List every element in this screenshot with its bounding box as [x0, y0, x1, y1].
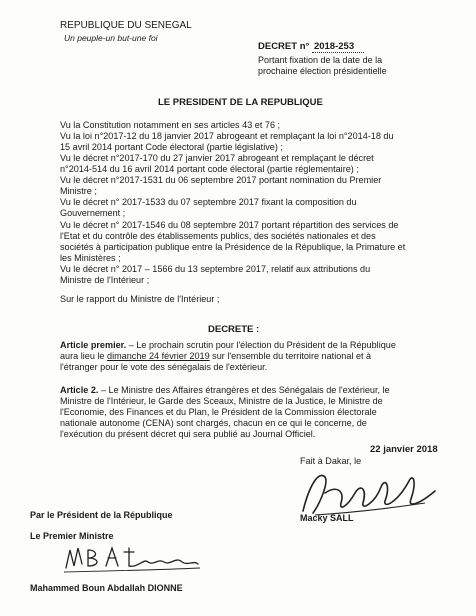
- prime-minister-title: Le Premier Ministre: [30, 531, 114, 541]
- visa-line: n°2014-514 du 16 avril 2014 portant code électoral (partie réglementaire) ;: [60, 164, 359, 174]
- visa-line: Vu la Constitution notamment en ses articles 43 et 76 ;: [60, 120, 281, 130]
- decree-number: [258, 41, 364, 52]
- decrete-heading: DECRETE :: [208, 324, 260, 335]
- visa-line: Vu le décret n° 2017 – 1566 du 13 septembre 2017, relatif aux attributions du: [60, 264, 371, 274]
- article-2-line: l'exécution du présent décret qui sera publié au Journal Officiel.: [60, 429, 316, 439]
- article-1-line-3: l'étranger pour le vote des sénégalais de l'extérieur.: [60, 362, 268, 372]
- report-line: Sur le rapport du Ministre de l'Intérieur ;: [60, 294, 220, 304]
- article-2-line: nationale autonome (CENA) sont chargés, chacun en ce qui le concerne, de: [60, 418, 367, 428]
- national-motto: Un peuple-un but-une foi: [64, 33, 158, 43]
- election-date: dimanche 24 février 2019: [107, 351, 210, 361]
- countersign-by: Par le Président de la République: [30, 510, 173, 520]
- decree-label: DECRET n°: [258, 41, 310, 52]
- decree-subject-line-1: Portant fixation de la date de la: [258, 55, 383, 65]
- visa-line: Ministre ;: [60, 186, 97, 196]
- visa-line: sociétés à participation publique entre la Présidence de la République, la Primature et: [60, 242, 406, 252]
- visa-line: l'Etat et du contrôle des établissements publics, des sociétés nationales et des: [60, 231, 376, 241]
- visa-line: Gouvernement ;: [60, 208, 126, 218]
- article-2-line: l'Economie, des Finances et du Plan, le Président de la Commission électorale: [60, 407, 377, 417]
- visa-line: Vu la loi n°2017-12 du 18 janvier 2017 abrogeant et remplaçant la loi n°2014-18 du: [60, 131, 394, 141]
- president-name: Macky SALL: [300, 513, 354, 523]
- country-name: REPUBLIQUE DU SENEGAL: [60, 20, 192, 31]
- article-2-line: Ministre de l'Intérieur, le Garde des Sceaux, Ministre de la Justice, le Ministre de: [60, 396, 383, 406]
- decree-subject-line-2: prochaine élection présidentielle: [258, 66, 387, 76]
- prime-minister-name: Mahammed Boun Abdallah DIONNE: [30, 583, 183, 593]
- visa-line: Vu le décret n°2017-170 du 27 janvier 2017 abrogeant et remplaçant le décret: [60, 153, 374, 163]
- visa-line: les Ministères ;: [60, 253, 121, 263]
- visa-line: Ministre de l'Intérieur ;: [60, 275, 150, 285]
- signature-place: Fait à Dakar, le: [300, 456, 362, 466]
- article-1-label: Article premier.: [60, 340, 127, 350]
- visa-line: Vu le décret n° 2017-1546 du 08 septembre 2017 portant répartition des services de: [60, 220, 399, 230]
- prime-minister-signature: [58, 538, 208, 578]
- signature-date: 22 janvier 2018: [370, 444, 438, 455]
- article-1-line-2: aura lieu le dimanche 24 février 2019 sur l'ensemble du territoire national et à: [60, 351, 372, 361]
- article-2-label: Article 2.: [60, 385, 99, 395]
- article-2-line-1: Article 2. – Le Ministre des Affaires étrangères et des Sénégalais de l'extérieur, le: [60, 385, 390, 395]
- visa-line: Vu le décret n°2017-1531 du 06 septembre 2017 portant nomination du Premier: [60, 175, 382, 185]
- visa-line: Vu le décret n° 2017-1533 du 07 septembre 2017 fixant la composition du: [60, 197, 357, 207]
- visa-line: 15 avril 2014 portant Code électoral (partie législative) ;: [60, 142, 283, 152]
- authority-title: LE PRESIDENT DE LA REPUBLIQUE: [158, 97, 323, 108]
- decree-number-value: 2018-253: [312, 41, 364, 53]
- article-1-line-1: Article premier. – Le prochain scrutin pour l'élection du Président de la République: [60, 340, 396, 350]
